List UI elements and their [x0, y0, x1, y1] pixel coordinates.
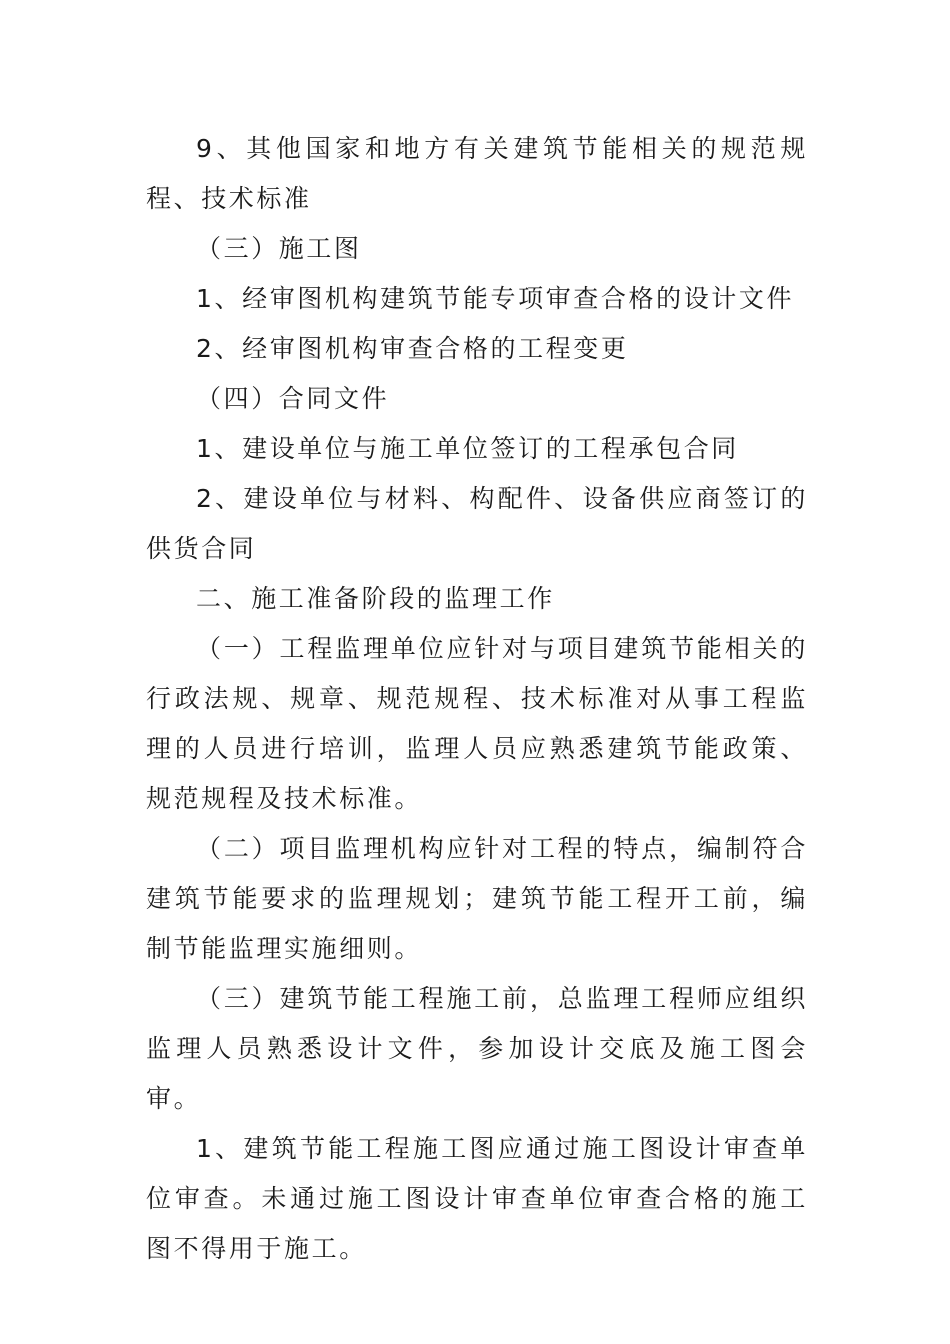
paragraph-design-review: （三）建筑节能工程施工前，总监理工程师应组织监理人员熟悉设计文件，参加设计交底及施工图会审。	[146, 984, 808, 1113]
paragraph-supervision-plan: （二）项目监理机构应针对工程的特点，编制符合建筑节能要求的监理规划；建筑节能工程开工前，编制节能监理实施细则。	[146, 834, 808, 963]
section-heading-contract-documents: （四）合同文件	[196, 384, 390, 413]
paragraph-item-1-construction-contract: 1、建设单位与施工单位签订的工程承包合同	[196, 434, 739, 463]
paragraph-item-2-supply-contract: 2、建设单位与材料、构配件、设备供应商签订的供货合同	[146, 484, 808, 563]
paragraph-item-2-engineering-changes: 2、经审图机构审查合格的工程变更	[196, 334, 629, 363]
paragraph-training: （一）工程监理单位应针对与项目建筑节能相关的行政法规、规章、规范规程、技术标准对从事工程监理的人员进行培训，监理人员应熟悉建筑节能政策、规范规程及技术标准。	[146, 634, 808, 813]
paragraph-drawing-review: 1、建筑节能工程施工图应通过施工图设计审查单位审查。未通过施工图设计审查单位审查合格的施工图不得用于施工。	[146, 1134, 808, 1263]
paragraph-item-1-design-documents: 1、经审图机构建筑节能专项审查合格的设计文件	[196, 284, 795, 313]
section-heading-construction-drawings: （三）施工图	[196, 234, 362, 263]
document-body	[146, 124, 808, 1274]
chapter-heading-preparation-stage: 二、施工准备阶段的监理工作	[196, 584, 555, 613]
paragraph-item-9-other-standards: 9、其他国家和地方有关建筑节能相关的规范规程、技术标准	[146, 134, 808, 213]
